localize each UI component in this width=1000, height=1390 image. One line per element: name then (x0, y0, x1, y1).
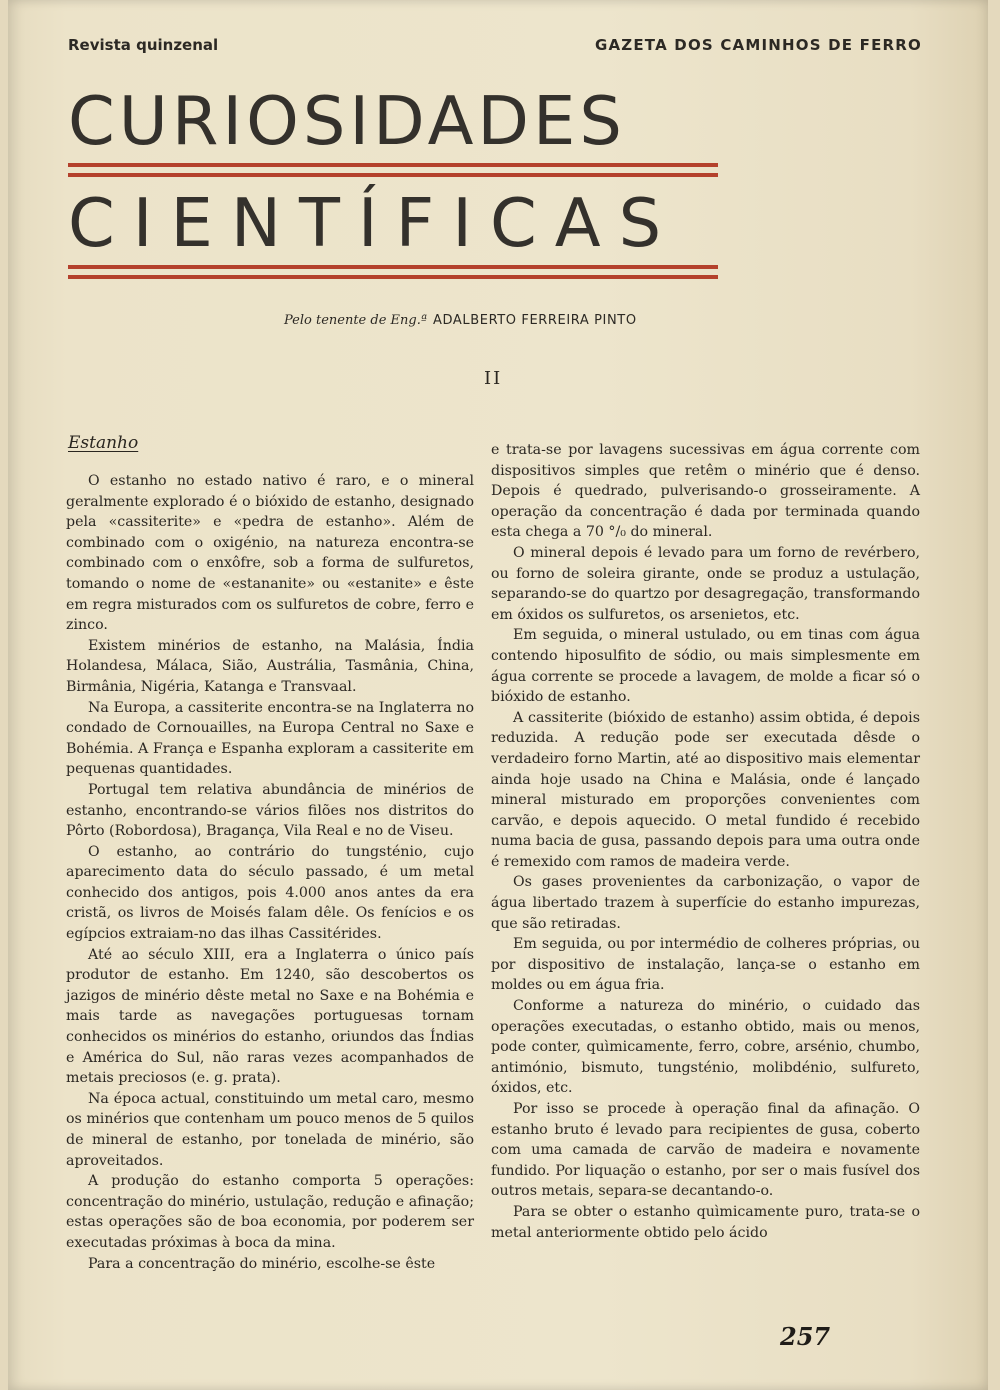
title-rule (68, 173, 718, 177)
paragraph: Os gases provenientes da carbonização, o vapor de água libertado trazem à superfície do estanho impurezas, que são retiradas. (491, 874, 920, 932)
paragraph: e trata-se por lavagens sucessivas em água corrente com dispositivos simples que retêm o minério que é denso. Depois é quedrado, pulverisando-o grosseiramente. A operação da concentração é dada por terminada quando esta chega a 70 °/₀ do mineral. (491, 442, 920, 541)
running-head-right: GAZETA DOS CAMINHOS DE FERRO (594, 36, 922, 54)
paragraph: Na Europa, a cassiterite encontra-se na Inglaterra no condado de Cornouailles, na Europa Central no Saxe e Bohémia. A França e Espanha exploram a cassiterite em pequenas quantidades. (66, 699, 474, 778)
paragraph: O estanho, ao contrário do tungsténio, cujo aparecimento data do século passado, é um metal conhecido dos antigos, pois 4.000 anos antes da era cristã, os livros de Moisés falam dêle. Os fenícios e os egípcios extraiam-no das ilhas Cassitérides. (66, 843, 474, 943)
paragraph: Em seguida, o mineral ustulado, ou em tinas com água contendo hiposulfito de sódio, ou mais simplesmente em água corrente se procede a lavagem, de molde a ficar só o bióxido de estanho. (491, 627, 920, 706)
running-head-left: Revista quinzenal (68, 36, 219, 54)
page-number: 257 (780, 1322, 831, 1351)
section-title: Estanho (68, 433, 139, 453)
text-column-right (491, 440, 920, 1243)
paragraph: Na época actual, constituindo um metal caro, mesmo os minérios que contenham um pouco menos de 5 quilos de mineral de estanho, por tonelada de minério, são aproveitados. (66, 1090, 474, 1169)
byline (284, 313, 637, 328)
text-column-left (66, 471, 474, 1274)
paragraph: A cassiterite (bióxido de estanho) assim obtida, é depois reduzida. A redução pode ser executada dêsde o verdadeiro forno Martin, até ao dispositivo mais elementar ainda hoje usado na China e Malásia, onde é lançado mineral misturado em proporções convenientes com carvão, e depois aquecido. O metal fundido é recebido numa bacia de gusa, passando depois para uma outra onde é remexido com ramos de madeira verde. (491, 709, 920, 870)
paragraph: Portugal tem relativa abundância de minérios de estanho, encontrando-se vários filões nos distritos do Pôrto (Robordosa), Bragança, Vila Real e no de Viseu. (66, 781, 474, 840)
article-title-line-2: CIENTÍFICAS (68, 184, 680, 262)
paragraph: Em seguida, ou por intermédio de colheres próprias, ou por dispositivo de instalação, lança-se o estanho em moldes ou em água fria. (491, 936, 920, 994)
paragraph: Para se obter o estanho quìmicamente puro, trata-se o metal anteriormente obtido pelo ácido (491, 1203, 920, 1241)
paragraph: Conforme a natureza do minério, o cuidado das operações executadas, o estanho obtido, mais ou menos, pode conter, quìmicamente, ferro, cobre, arsénio, chumbo, antimónio, bismuto, tungsténio, molibdénio, sulfureto, óxidos, etc. (491, 998, 920, 1097)
title-rule (68, 275, 718, 279)
article-title-line-1: CURIOSIDADES (68, 82, 626, 160)
paragraph: Existem minérios de estanho, na Malásia, Índia Holandesa, Málaca, Sião, Austrália, Tasmânia, China, Birmânia, Nigéria, Katanga e Transvaal. (66, 637, 474, 695)
part-number: II (484, 368, 503, 389)
byline-prefix: Pelo tenente de Eng.ª (284, 313, 428, 328)
magazine-page (8, 0, 988, 1390)
paragraph: Para a concentração do minério, escolhe-se êste (88, 1255, 436, 1272)
author-name: ADALBERTO FERREIRA PINTO (433, 313, 637, 328)
paragraph: O mineral depois é levado para um forno de revérbero, ou forno de soleira girante, onde se produz a ustulação, separando-se do quartzo por desagregação, transformando em óxidos os sulfuretos, os arsenietos, etc. (491, 544, 920, 623)
paragraph: Até ao século XIII, era a Inglaterra o único país produtor de estanho. Em 1240, são descobertos os jazigos de minério dêste metal no Saxe e na Bohémia e mais tarde as navegações portuguesas tornam conhecidos os minérios do estanho, oriundos das Índias e América do Sul, não raras vezes acompanhados de metais preciosos (e. g. prata). (66, 946, 474, 1087)
paragraph: A produção do estanho comporta 5 operações: concentração do minério, ustulação, redução e afinação; estas operações são de boa economia, por poderem ser executadas próximas à boca da mina. (66, 1173, 474, 1251)
paragraph: O estanho no estado nativo é raro, e o mineral geralmente explorado é o bióxido de estanho, designado pela «cassiterite» e «pedra de estanho». Além de combinado com o oxigénio, na natureza encontra-se combinado com o enxôfre, sob a forma de sulfuretos, tomando o nome de «estananite» ou «estanite» e êste em regra misturados com os sulfuretos de cobre, ferro e zinco. (66, 473, 474, 634)
paragraph: Por isso se procede à operação final da afinação. O estanho bruto é levado para recipientes de gusa, coberto com uma camada de carvão de madeira e novamente fundido. Por liquação o estanho, por ser o mais fusível dos outros metais, separa-se decantando-o. (491, 1101, 920, 1200)
title-rule (68, 163, 718, 167)
title-rule (68, 265, 718, 269)
